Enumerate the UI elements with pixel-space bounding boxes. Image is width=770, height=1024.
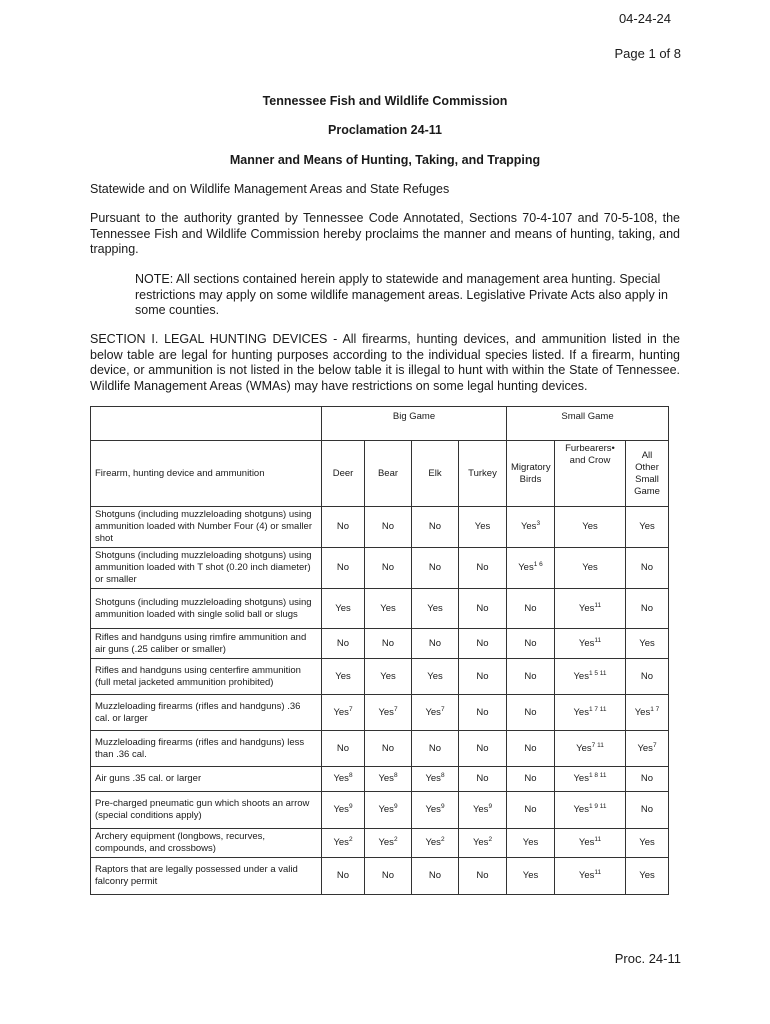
migratory-cell bbox=[507, 507, 555, 548]
bear-value: No bbox=[381, 742, 395, 754]
table-row bbox=[91, 858, 669, 895]
furbearers-footnote: 1 5 11 bbox=[588, 669, 607, 677]
deer-cell bbox=[322, 731, 365, 767]
deer-value: No bbox=[336, 742, 350, 754]
other-value: No bbox=[640, 562, 654, 573]
furbearers-footnote: 1 7 11 bbox=[588, 705, 607, 713]
elk-column-header: Elk bbox=[412, 441, 459, 507]
turkey-cell bbox=[459, 792, 507, 829]
turkey-footnote: 9 bbox=[488, 802, 493, 810]
furbearers-cell bbox=[555, 767, 626, 792]
device-cell: Rifles and handguns using rimfire ammunition and air guns (.25 caliber or smaller) bbox=[91, 629, 322, 659]
table-row bbox=[91, 629, 669, 659]
deer-footnote: 9 bbox=[348, 802, 353, 810]
deer-cell bbox=[322, 792, 365, 829]
proclamation-subject: Manner and Means of Hunting, Taking, and Trapping bbox=[229, 153, 541, 167]
proclamation-number: Proclamation 24-11 bbox=[328, 123, 442, 137]
deer-cell bbox=[322, 829, 365, 858]
turkey-cell bbox=[459, 659, 507, 695]
deer-value: Yes bbox=[333, 804, 349, 815]
bear-cell bbox=[365, 507, 412, 548]
bear-cell bbox=[365, 858, 412, 895]
furbearers-footnote: 1 8 11 bbox=[588, 771, 607, 779]
other-value: No bbox=[640, 670, 654, 682]
elk-value: Yes bbox=[425, 773, 441, 784]
other-cell bbox=[626, 792, 669, 829]
commission-title: Tennessee Fish and Wildlife Commission bbox=[262, 94, 508, 108]
table-column-header-row bbox=[91, 441, 669, 507]
device-cell: Muzzleloading firearms (rifles and handguns) less than .36 cal. bbox=[91, 731, 322, 767]
turkey-value: No bbox=[476, 742, 489, 754]
bear-footnote: 7 bbox=[393, 705, 398, 713]
migratory-cell bbox=[507, 659, 555, 695]
table-row bbox=[91, 659, 669, 695]
big-game-header: Big Game bbox=[322, 407, 507, 441]
elk-cell bbox=[412, 659, 459, 695]
turkey-value: No bbox=[476, 706, 489, 718]
other-cell bbox=[626, 548, 669, 589]
elk-value: Yes bbox=[425, 706, 441, 718]
turkey-value: No bbox=[476, 870, 489, 881]
furbearers-cell bbox=[555, 695, 626, 731]
other-value: Yes bbox=[637, 742, 653, 754]
elk-cell bbox=[412, 858, 459, 895]
other-value: No bbox=[640, 773, 654, 784]
furbearers-column-header: Furbearers• and Crow bbox=[555, 441, 626, 507]
deer-footnote: 2 bbox=[348, 835, 353, 843]
deer-value: No bbox=[336, 637, 350, 649]
turkey-cell bbox=[459, 858, 507, 895]
furbearers-cell bbox=[555, 629, 626, 659]
bear-value: Yes bbox=[378, 804, 394, 815]
migratory-cell bbox=[507, 629, 555, 659]
migratory-value: No bbox=[524, 773, 537, 784]
elk-footnote: 9 bbox=[440, 802, 445, 810]
elk-cell bbox=[412, 767, 459, 792]
other-value: No bbox=[640, 602, 654, 614]
deer-value: No bbox=[336, 870, 350, 881]
elk-value: No bbox=[428, 637, 442, 649]
furbearers-footnote: 11 bbox=[594, 835, 602, 843]
migratory-cell bbox=[507, 695, 555, 731]
furbearers-footnote: 11 bbox=[594, 636, 602, 644]
furbearers-value: Yes bbox=[578, 637, 595, 649]
furbearers-value: Yes bbox=[573, 706, 589, 718]
furbearers-footnote: 1 9 11 bbox=[588, 802, 607, 810]
turkey-value: Yes bbox=[472, 804, 489, 815]
elk-value: No bbox=[428, 742, 442, 754]
deer-value: Yes bbox=[335, 670, 351, 682]
migratory-value: No bbox=[524, 602, 537, 614]
device-column-header: Firearm, hunting device and ammunition bbox=[91, 441, 322, 507]
bear-value: Yes bbox=[378, 773, 394, 784]
scope-subtitle: Statewide and on Wildlife Management Areas and State Refuges bbox=[90, 182, 450, 196]
elk-footnote: 8 bbox=[440, 771, 445, 779]
migratory-value: No bbox=[524, 706, 537, 718]
other-cell bbox=[626, 767, 669, 792]
migratory-value: Yes bbox=[520, 521, 537, 532]
migratory-value: No bbox=[524, 637, 537, 649]
deer-cell bbox=[322, 695, 365, 731]
turkey-cell bbox=[459, 731, 507, 767]
bear-footnote: 8 bbox=[393, 771, 398, 779]
furbearers-cell bbox=[555, 792, 626, 829]
furbearers-cell bbox=[555, 659, 626, 695]
deer-footnote: 8 bbox=[348, 771, 353, 779]
table-body bbox=[91, 507, 669, 895]
device-cell: Air guns .35 cal. or larger bbox=[91, 767, 322, 792]
deer-cell bbox=[322, 589, 365, 629]
furbearers-value: Yes bbox=[582, 562, 598, 573]
table-row bbox=[91, 507, 669, 548]
device-cell: Muzzleloading firearms (rifles and handguns) .36 cal. or larger bbox=[91, 695, 322, 731]
turkey-value: Yes bbox=[474, 521, 491, 532]
elk-cell bbox=[412, 507, 459, 548]
migratory-value: Yes bbox=[518, 562, 534, 573]
other-small-game-column-header: All Other Small Game bbox=[626, 441, 669, 507]
furbearers-cell bbox=[555, 589, 626, 629]
small-game-header: Small Game bbox=[507, 407, 669, 441]
migratory-cell bbox=[507, 731, 555, 767]
bear-value: No bbox=[381, 521, 395, 532]
furbearers-cell bbox=[555, 731, 626, 767]
document-date: 04-24-24 bbox=[618, 11, 671, 26]
table-row bbox=[91, 829, 669, 858]
blank-header-cell bbox=[91, 407, 322, 441]
elk-cell bbox=[412, 792, 459, 829]
other-cell bbox=[626, 629, 669, 659]
deer-cell bbox=[322, 659, 365, 695]
furbearers-value: Yes bbox=[573, 804, 589, 815]
other-cell bbox=[626, 659, 669, 695]
migratory-birds-column-header: Migratory Birds bbox=[507, 441, 555, 507]
turkey-cell bbox=[459, 589, 507, 629]
furbearers-value: Yes bbox=[578, 602, 595, 614]
table-row bbox=[91, 792, 669, 829]
device-cell: Shotguns (including muzzleloading shotguns) using ammunition loaded with Number Four (4) or smaller shot bbox=[91, 507, 322, 548]
bear-value: No bbox=[381, 637, 395, 649]
migratory-cell bbox=[507, 829, 555, 858]
turkey-cell bbox=[459, 629, 507, 659]
device-cell: Shotguns (including muzzleloading shotguns) using ammunition loaded with T shot (0.20 inch diameter) or smaller bbox=[91, 548, 322, 589]
elk-footnote: 7 bbox=[440, 705, 445, 713]
other-cell bbox=[626, 731, 669, 767]
turkey-value: No bbox=[476, 670, 489, 682]
deer-cell bbox=[322, 507, 365, 548]
legal-devices-table bbox=[90, 406, 669, 895]
deer-cell bbox=[322, 629, 365, 659]
table-group-header-row bbox=[91, 407, 669, 441]
deer-cell bbox=[322, 858, 365, 895]
furbearers-cell bbox=[555, 548, 626, 589]
bear-cell bbox=[365, 731, 412, 767]
bear-value: No bbox=[381, 870, 395, 881]
elk-cell bbox=[412, 731, 459, 767]
deer-value: No bbox=[336, 562, 350, 573]
furbearers-cell bbox=[555, 507, 626, 548]
turkey-cell bbox=[459, 507, 507, 548]
turkey-value: Yes bbox=[472, 837, 489, 848]
bear-value: Yes bbox=[380, 670, 396, 682]
bear-cell bbox=[365, 695, 412, 731]
migratory-footnote: 3 bbox=[536, 519, 541, 527]
deer-value: Yes bbox=[333, 837, 349, 848]
other-cell bbox=[626, 695, 669, 731]
bear-value: Yes bbox=[378, 837, 394, 848]
migratory-value: No bbox=[524, 742, 537, 754]
turkey-cell bbox=[459, 767, 507, 792]
elk-value: No bbox=[428, 562, 442, 573]
turkey-cell bbox=[459, 829, 507, 858]
table-row bbox=[91, 548, 669, 589]
turkey-value: No bbox=[476, 637, 489, 649]
turkey-cell bbox=[459, 548, 507, 589]
other-footnote: 1 7 bbox=[650, 705, 660, 713]
bear-column-header: Bear bbox=[365, 441, 412, 507]
other-value: Yes bbox=[639, 637, 655, 649]
elk-cell bbox=[412, 829, 459, 858]
elk-value: Yes bbox=[427, 670, 443, 682]
device-cell: Shotguns (including muzzleloading shotguns) using ammunition loaded with single solid ball or slugs bbox=[91, 589, 322, 629]
other-value: Yes bbox=[634, 706, 651, 718]
bear-footnote: 2 bbox=[393, 835, 398, 843]
elk-value: Yes bbox=[425, 837, 441, 848]
furbearers-value: Yes bbox=[578, 870, 595, 881]
bear-value: No bbox=[381, 562, 395, 573]
bear-cell bbox=[365, 548, 412, 589]
turkey-column-header: Turkey bbox=[459, 441, 507, 507]
other-value: Yes bbox=[639, 837, 655, 848]
deer-cell bbox=[322, 767, 365, 792]
migratory-footnote: 1 6 bbox=[533, 560, 543, 568]
other-cell bbox=[626, 589, 669, 629]
migratory-cell bbox=[507, 589, 555, 629]
turkey-footnote: 2 bbox=[488, 835, 493, 843]
turkey-cell bbox=[459, 695, 507, 731]
bear-cell bbox=[365, 829, 412, 858]
device-cell: Archery equipment (longbows, recurves, compounds, and crossbows) bbox=[91, 829, 322, 858]
furbearers-cell bbox=[555, 829, 626, 858]
intro-paragraph: Pursuant to the authority granted by Tennessee Code Annotated, Sections 70-4-107 and 70-5-108, the Tennessee Fish and Wildlife Commission hereby proclaims the manner and means of hunting, taking, and trapping. bbox=[90, 211, 680, 256]
table-row bbox=[91, 695, 669, 731]
page-number: Page 1 of 8 bbox=[614, 46, 681, 61]
bear-cell bbox=[365, 629, 412, 659]
turkey-value: No bbox=[476, 562, 489, 573]
migratory-cell bbox=[507, 767, 555, 792]
deer-column-header: Deer bbox=[322, 441, 365, 507]
furbearers-footnote: 11 bbox=[594, 601, 602, 609]
bear-cell bbox=[365, 589, 412, 629]
deer-footnote: 7 bbox=[348, 705, 353, 713]
furbearers-value: Yes bbox=[573, 670, 589, 682]
furbearers-value: Yes bbox=[573, 773, 589, 784]
furbearers-value: Yes bbox=[578, 837, 595, 848]
turkey-value: No bbox=[476, 773, 489, 784]
deer-value: Yes bbox=[333, 773, 349, 784]
deer-value: No bbox=[336, 521, 350, 532]
bear-cell bbox=[365, 792, 412, 829]
elk-value: Yes bbox=[425, 804, 441, 815]
device-cell: Rifles and handguns using centerfire ammunition (full metal jacketed ammunition prohibited) bbox=[91, 659, 322, 695]
table-row bbox=[91, 731, 669, 767]
other-footnote: 7 bbox=[652, 741, 657, 749]
deer-value: Yes bbox=[335, 602, 351, 614]
migratory-value: No bbox=[524, 670, 537, 682]
elk-cell bbox=[412, 548, 459, 589]
elk-value: No bbox=[428, 521, 442, 532]
elk-footnote: 2 bbox=[440, 835, 445, 843]
other-cell bbox=[626, 858, 669, 895]
other-value: No bbox=[640, 804, 654, 815]
note-paragraph: NOTE: All sections contained herein apply to statewide and management area hunting. Special restrictions may apply on some wildlife management areas. Legislative Private Acts also apply in some counties. bbox=[135, 272, 668, 317]
device-cell: Raptors that are legally possessed under a valid falconry permit bbox=[91, 858, 322, 895]
other-cell bbox=[626, 829, 669, 858]
bear-cell bbox=[365, 767, 412, 792]
footer-proclamation: Proc. 24-11 bbox=[614, 951, 681, 966]
turkey-value: No bbox=[476, 602, 489, 614]
table-row bbox=[91, 767, 669, 792]
bear-value: Yes bbox=[378, 706, 394, 718]
migratory-cell bbox=[507, 858, 555, 895]
bear-value: Yes bbox=[380, 602, 396, 614]
migratory-cell bbox=[507, 792, 555, 829]
elk-value: Yes bbox=[427, 602, 443, 614]
elk-cell bbox=[412, 695, 459, 731]
elk-cell bbox=[412, 629, 459, 659]
furbearers-cell bbox=[555, 858, 626, 895]
deer-value: Yes bbox=[333, 706, 349, 718]
furbearers-value: Yes bbox=[582, 521, 598, 532]
migratory-cell bbox=[507, 548, 555, 589]
bear-footnote: 9 bbox=[393, 802, 398, 810]
device-cell: Pre-charged pneumatic gun which shoots an arrow (special conditions apply) bbox=[91, 792, 322, 829]
section-1-paragraph: SECTION I. LEGAL HUNTING DEVICES - All firearms, hunting devices, and ammunition listed in the below table are legal for hunting purposes according to the individual species listed. If a firearm, hunting device, or ammunition is not listed in the below table it is illegal to hunt with within the State of Tennessee. Wildlife Management Areas (WMAs) may have restrictions on some legal hunting devices. bbox=[90, 332, 680, 393]
migratory-value: Yes bbox=[522, 837, 539, 848]
elk-cell bbox=[412, 589, 459, 629]
deer-cell bbox=[322, 548, 365, 589]
furbearers-footnote: 7 11 bbox=[591, 741, 604, 749]
furbearers-value: Yes bbox=[576, 742, 592, 754]
table-row bbox=[91, 589, 669, 629]
other-value: Yes bbox=[639, 870, 655, 881]
furbearers-footnote: 11 bbox=[594, 868, 602, 876]
bear-cell bbox=[365, 659, 412, 695]
other-value: Yes bbox=[639, 521, 655, 532]
other-cell bbox=[626, 507, 669, 548]
elk-value: No bbox=[428, 870, 442, 881]
migratory-value: Yes bbox=[522, 870, 539, 881]
migratory-value: No bbox=[524, 804, 537, 815]
